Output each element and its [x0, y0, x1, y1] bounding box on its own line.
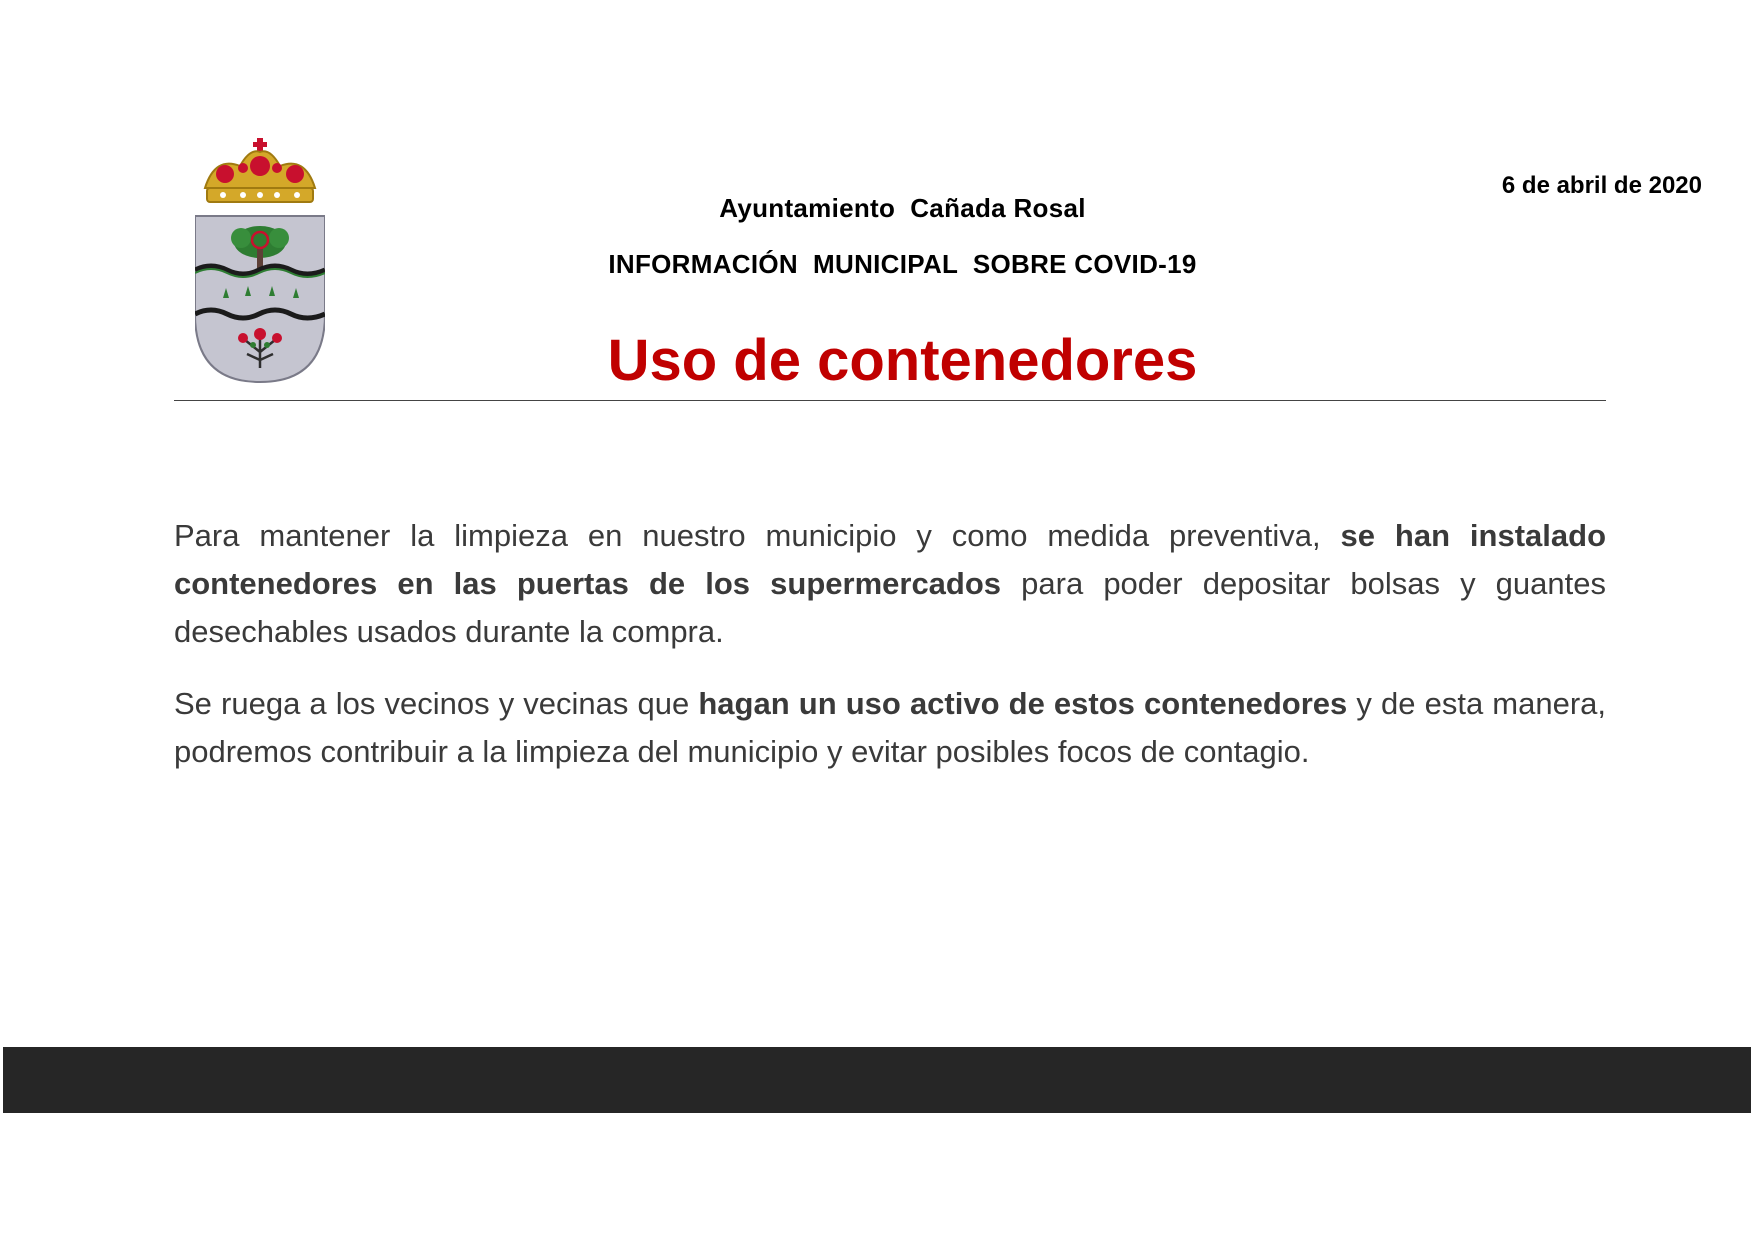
paragraph-2-text-start: Se ruega a los vecinos y vecinas que [174, 686, 699, 721]
organization-name: Ayuntamiento Cañada Rosal [719, 193, 1086, 223]
publication-date: 6 de abril de 2020 [1501, 172, 1702, 199]
paragraph-2-emphasis: hagan un uso activo de estos contenedores [698, 686, 1348, 721]
paragraph-1-text-end: para poder depositar bolsas y guantes desechables usados durante la compra. [174, 566, 1607, 649]
document-body [174, 512, 1606, 800]
paragraph-1 [174, 512, 1606, 656]
document-subheading: INFORMACIÓN MUNICIPAL SOBRE COVID-19 [608, 249, 1197, 279]
footer-bar [3, 1047, 1751, 1113]
header-divider [174, 400, 1606, 401]
paragraph-1-emphasis: se han instalado contenedores en las puertas de los supermercados [174, 518, 1607, 601]
paragraph-2 [174, 680, 1606, 776]
page-title: Uso de contenedores [607, 328, 1198, 393]
paragraph-1-text-start: Para mantener la limpieza en nuestro municipio y como medida preventiva, [174, 518, 1341, 553]
paragraph-2-text-end: y de esta manera, podremos contribuir a la limpieza del municipio y evitar posibles focos de contagio. [174, 686, 1607, 769]
